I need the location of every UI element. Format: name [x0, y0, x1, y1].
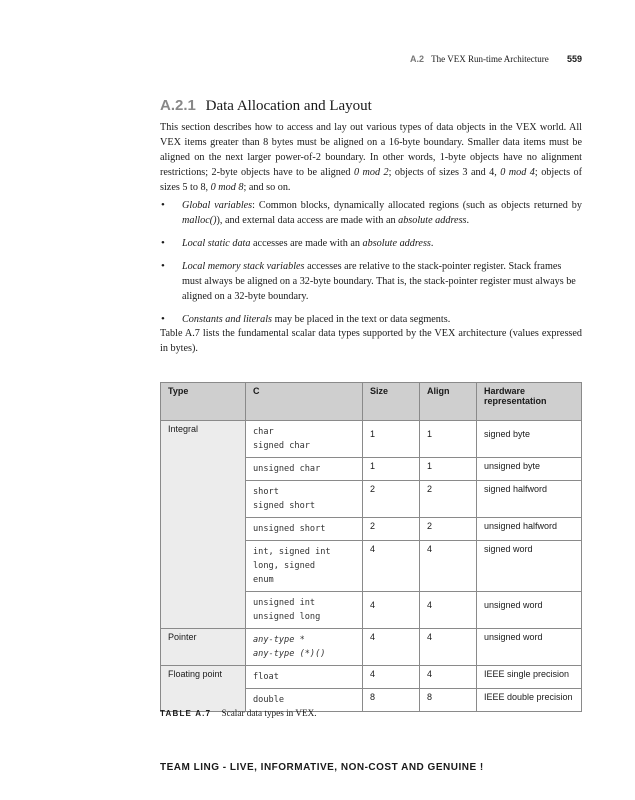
- running-head-title: The VEX Run-time Architecture: [431, 54, 549, 64]
- align-cell: 4: [420, 666, 477, 689]
- bullet-emph: absolute address: [398, 215, 467, 226]
- c-type-line: signed char: [253, 441, 310, 451]
- bullet-term: Local memory stack variables: [182, 261, 305, 272]
- header-type: Type: [161, 383, 246, 421]
- c-type-line: long, signed: [253, 561, 316, 571]
- running-head: [410, 54, 582, 64]
- header-align: Align: [420, 383, 477, 421]
- c-type-line: float: [253, 672, 279, 682]
- hw-cell: unsigned word: [477, 592, 582, 629]
- c-type-cell: [246, 481, 363, 518]
- bullet-emph: malloc(): [182, 215, 217, 226]
- c-type-cell: [246, 458, 363, 481]
- hw-cell: signed word: [477, 541, 582, 592]
- c-type-cell: [246, 541, 363, 592]
- table-row: [161, 629, 582, 666]
- page-number: 559: [566, 54, 582, 64]
- c-type-line: unsigned int: [253, 598, 316, 608]
- c-type-line: signed short: [253, 501, 316, 511]
- hw-cell: signed byte: [477, 421, 582, 458]
- size-cell: 2: [363, 481, 420, 518]
- intro-text-3: ; objects of sizes 5 to 8,: [160, 167, 582, 193]
- bullet-item: [160, 312, 582, 327]
- bullet-term: Constants and literals: [182, 314, 273, 325]
- bullet-text: : Common blocks, dynamically allocated regions (such as objects returned by: [252, 200, 582, 211]
- table-row: [161, 421, 582, 458]
- bullet-item: [160, 198, 582, 228]
- intro-paragraph: [160, 120, 582, 195]
- table-header-row: [161, 383, 582, 421]
- hw-cell: IEEE single precision: [477, 666, 582, 689]
- section-heading: [160, 97, 372, 115]
- footer-watermark: TEAM LING - LIVE, INFORMATIVE, NON-COST AND GENUINE !: [160, 762, 484, 773]
- align-cell: 4: [420, 541, 477, 592]
- c-type-line: short: [253, 487, 279, 497]
- intro-emph-3: 0 mod 8: [210, 182, 244, 193]
- bullet-term: Global variables: [182, 200, 253, 211]
- c-type-line: unsigned long: [253, 612, 321, 622]
- header-size: Size: [363, 383, 420, 421]
- bullet-term: Local static data: [182, 238, 251, 249]
- bullet-text: .: [430, 238, 434, 249]
- bullet-text: ), and external data access are made with an: [216, 215, 399, 226]
- section-title: Data Allocation and Layout: [205, 98, 372, 114]
- c-type-line: int, signed int: [253, 547, 331, 557]
- category-cell: Integral: [161, 421, 246, 629]
- c-type-cell: [246, 666, 363, 689]
- table-row: [161, 666, 582, 689]
- bullet-text: .: [466, 215, 470, 226]
- align-cell: 2: [420, 481, 477, 518]
- c-type-line: enum: [253, 575, 274, 585]
- scalar-types-table: [160, 382, 582, 712]
- caption-text: Scalar data types in VEX.: [221, 708, 317, 718]
- bullet-text: accesses are relative to the stack-pointer register. Stack frames must always be aligned on a 32-byte boundary. That is, the stack-pointer register must always be aligned on a 32-byte boundary.: [182, 261, 576, 302]
- hw-cell: unsigned word: [477, 629, 582, 666]
- section-number: A.2.1: [160, 97, 196, 114]
- intro-text-4: ; and so on.: [243, 182, 291, 193]
- align-cell: 8: [420, 689, 477, 712]
- intro-text-2: ; objects of sizes 3 and 4,: [388, 167, 501, 178]
- align-cell: 1: [420, 458, 477, 481]
- size-cell: 1: [363, 458, 420, 481]
- category-cell: Floating point: [161, 666, 246, 712]
- hw-cell: unsigned byte: [477, 458, 582, 481]
- bullet-emph: absolute address: [362, 238, 431, 249]
- align-cell: 1: [420, 421, 477, 458]
- c-type-line: char: [253, 427, 274, 437]
- c-type-line: double: [253, 695, 285, 705]
- bullet-item: [160, 236, 582, 251]
- c-type-cell: [246, 518, 363, 541]
- bullet-item: [160, 259, 582, 304]
- caption-label: TABLE A.7: [160, 709, 212, 718]
- size-cell: 2: [363, 518, 420, 541]
- align-cell: 2: [420, 518, 477, 541]
- table-caption: [160, 708, 317, 718]
- size-cell: 4: [363, 541, 420, 592]
- header-c: C: [246, 383, 363, 421]
- hw-cell: signed halfword: [477, 481, 582, 518]
- bullet-text: may be placed in the text or data segments.: [272, 314, 451, 325]
- c-type-cell: [246, 421, 363, 458]
- size-cell: 1: [363, 421, 420, 458]
- running-head-section: A.2: [410, 54, 425, 64]
- intro-emph-2: 0 mod 4: [500, 167, 535, 178]
- category-cell: Pointer: [161, 629, 246, 666]
- c-type-line: any-type *: [253, 635, 305, 645]
- c-type-cell: [246, 629, 363, 666]
- bullet-text: accesses are made with an: [250, 238, 363, 249]
- bullet-list: [160, 198, 582, 335]
- hw-cell: IEEE double precision: [477, 689, 582, 712]
- table-intro-paragraph: Table A.7 lists the fundamental scalar data types supported by the VEX architecture (values expressed in bytes).: [160, 328, 582, 354]
- size-cell: 8: [363, 689, 420, 712]
- c-type-cell: [246, 592, 363, 629]
- intro-text-1: This section describes how to access and lay out various types of data objects in the VEX world. All VEX items greater than 8 bytes must be aligned on a 16-byte boundary. Smaller data items must be aligned on the next larger power-of-2 boundary. In other words, 1-byte objects have no alignment restrictions; 2-byte objects have to be aligned: [160, 122, 582, 178]
- align-cell: 4: [420, 629, 477, 666]
- c-type-line: unsigned char: [253, 464, 321, 474]
- header-hardware: Hardware representation: [477, 383, 582, 421]
- size-cell: 4: [363, 629, 420, 666]
- align-cell: 4: [420, 592, 477, 629]
- c-type-line: unsigned short: [253, 524, 326, 534]
- size-cell: 4: [363, 592, 420, 629]
- c-type-line: any-type (*)(): [253, 649, 326, 659]
- hw-cell: unsigned halfword: [477, 518, 582, 541]
- intro-emph-1: 0 mod 2: [353, 167, 389, 178]
- size-cell: 4: [363, 666, 420, 689]
